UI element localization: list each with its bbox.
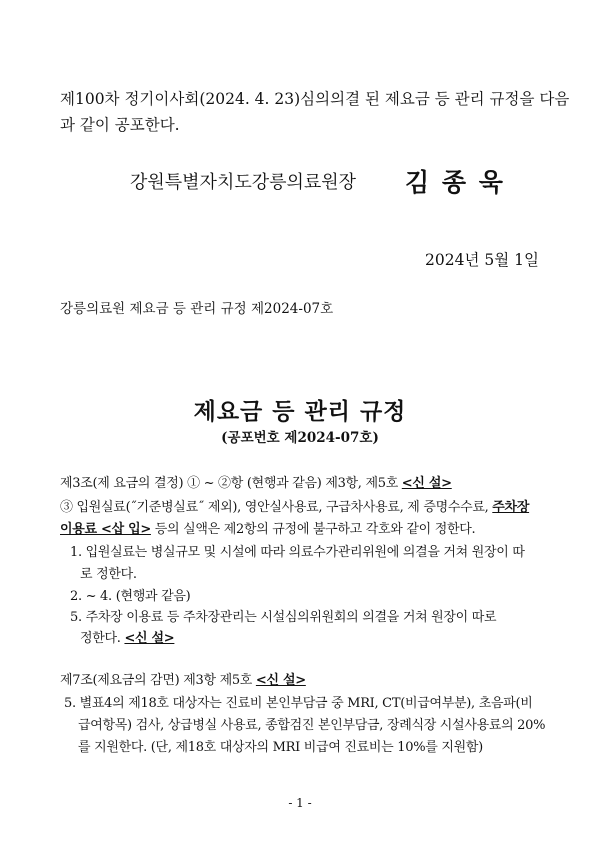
new-clause-tag: <신 설> [255, 673, 306, 688]
article-7-item-5-line-2: 급여항목) 검사, 상급병실 사용료, 종합검진 본인부담금, 장례식장 시설사용료의 20% [78, 718, 546, 733]
article-3-heading-text: 제3조(제 요금의 결정) ① ~ ②항 (현행과 같음) 제3항, 제5호 [60, 476, 402, 491]
issuer-title: 강원특별자치도강릉의료원장 [130, 172, 357, 193]
article-3-item-1-cont: 로 정한다. [80, 567, 137, 582]
new-clause-tag: <신 설> [124, 631, 175, 646]
inserted-parking-fee: 주차장 [492, 500, 530, 515]
paragraph-3-text-cont: 등의 실액은 제2항의 규정에 불구하고 각호와 같이 정한다. [150, 522, 476, 537]
article-3-paragraph-3 [60, 496, 529, 515]
article-3-item-1: 1. 입원실료는 병실규모 및 시설에 따라 의료수가관리위원에 의결을 거쳐 원장이 따 [70, 545, 525, 560]
article-3-heading [60, 472, 452, 491]
new-clause-tag: <신 설> [401, 476, 452, 491]
paragraph-3-text: ③ 입원실료(˝기준병실료˝ 제외), 영안실사용료, 구급차사용료, 제 증명수수료, [60, 500, 493, 515]
article-7-heading-text: 제7조(제요금의 감면) 제3항 제5호 [60, 673, 256, 688]
article-3-item-5-cont [80, 627, 174, 646]
article-3-items-2-4: 2. ~ 4. (현행과 같음) [70, 589, 191, 604]
issuer-name: 김 종 욱 [405, 168, 505, 197]
announcement-line-2: 과 같이 공포한다. [60, 116, 180, 134]
document-subtitle: (공포번호 제2024-07호) [221, 430, 379, 446]
article-7-heading [60, 669, 306, 688]
article-3-paragraph-3-cont [60, 518, 475, 537]
article-7-item-5-line-3: 를 지원한다. (단, 제18호 대상자의 MRI 비급여 진료비는 10%를 지원함) [78, 740, 483, 755]
announcement-line-1: 제100차 정기이사회(2024. 4. 23)심의의결 된 제요금 등 관리 규정을 다음 [60, 90, 570, 108]
article-7-item-5-line-1: 5. 별표4의 제18호 대상자는 진료비 본인부담금 중 MRI, CT(비급여부분), 초음파(비 [64, 696, 533, 711]
promulgation-date: 2024년 5월 1일 [425, 251, 539, 269]
regulation-reference: 강릉의료원 제요금 등 관리 규정 제2024-07호 [60, 301, 334, 317]
page-number: - 1 - [288, 796, 312, 810]
item-5-text: 정한다. [80, 631, 125, 646]
inserted-tag: 이용료 <삽 입> [60, 522, 151, 537]
document-title: 제요금 등 관리 규정 [193, 398, 407, 425]
article-3-item-5: 5. 주차장 이용료 등 주차장관리는 시설심의위원회의 의결을 거쳐 원장이 따로 [70, 610, 497, 625]
